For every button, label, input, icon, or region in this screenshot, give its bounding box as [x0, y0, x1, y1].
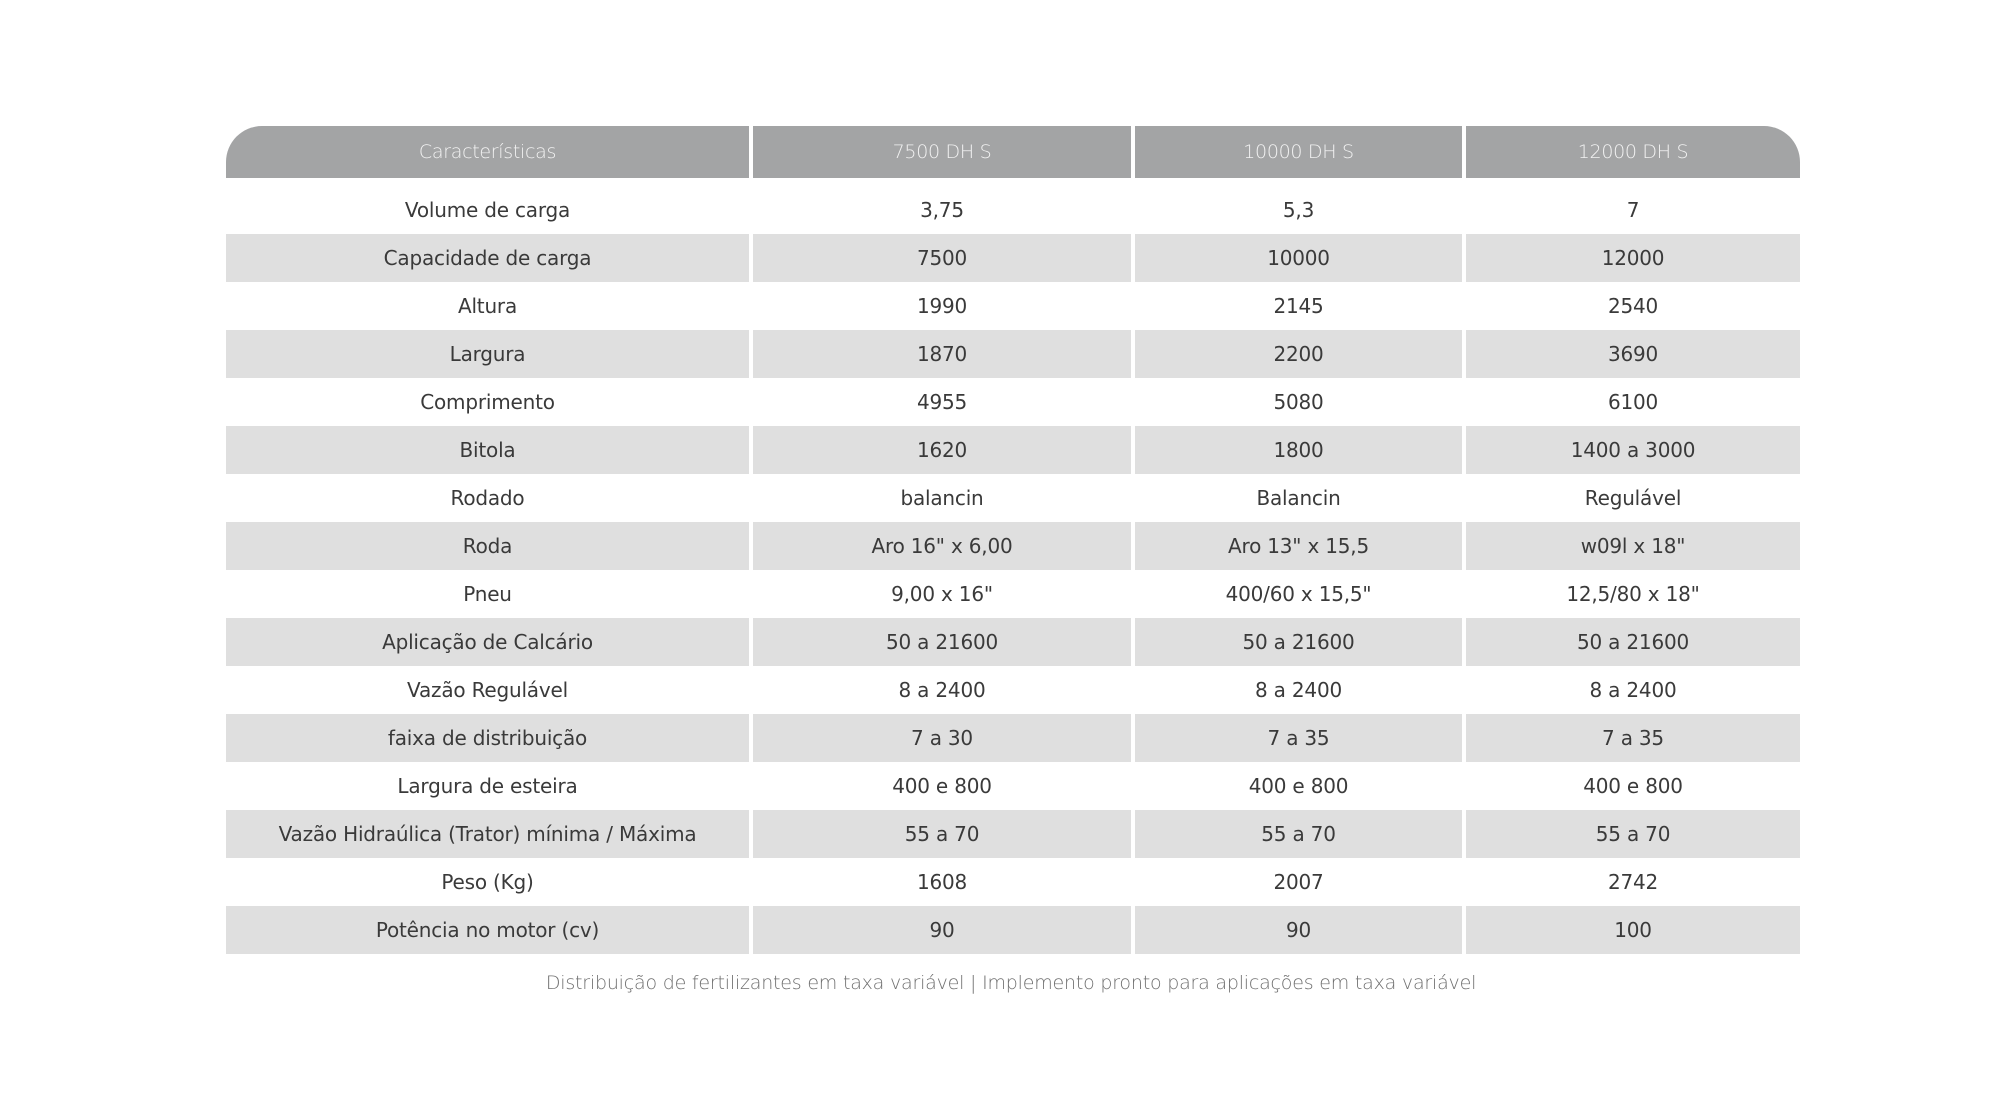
- row-value: 7 a 30: [753, 714, 1131, 762]
- row-label: Largura de esteira: [397, 774, 578, 798]
- header-cell-10000: 10000 DH S: [1135, 126, 1462, 178]
- row-value: 10000: [1135, 234, 1462, 282]
- row-value: 400 e 800: [892, 774, 992, 798]
- row-label: Aplicação de Calcário: [226, 618, 749, 666]
- row-value: 3,75: [920, 198, 964, 222]
- row-value: 90: [753, 906, 1131, 954]
- row-value: 100: [1466, 906, 1800, 954]
- row-label: faixa de distribuição: [226, 714, 749, 762]
- row-value: 55 a 70: [1466, 810, 1800, 858]
- row-value: 7 a 35: [1135, 714, 1462, 762]
- row-value: 7500: [753, 234, 1131, 282]
- row-value: 6100: [1607, 390, 1659, 414]
- row-value: 50 a 21600: [1135, 618, 1462, 666]
- row-label: Roda: [226, 522, 749, 570]
- table-row: [226, 330, 1796, 378]
- row-label: Altura: [457, 294, 518, 318]
- table-row: [226, 906, 1796, 954]
- row-label: Bitola: [226, 426, 749, 474]
- row-value: 400 e 800: [1583, 774, 1683, 798]
- row-value: 2540: [1607, 294, 1659, 318]
- row-value: Aro 16" x 6,00: [753, 522, 1131, 570]
- row-value: 4955: [916, 390, 968, 414]
- row-label: Capacidade de carga: [226, 234, 749, 282]
- table-header: [226, 126, 1796, 178]
- row-value: 1608: [916, 870, 968, 894]
- row-value: 5080: [1273, 390, 1324, 414]
- table-row: [226, 474, 1796, 522]
- row-value: 55 a 70: [753, 810, 1131, 858]
- row-label: Potência no motor (cv): [226, 906, 749, 954]
- row-label: Rodado: [450, 486, 525, 510]
- row-value: 7 a 35: [1466, 714, 1800, 762]
- row-value: 400 e 800: [1248, 774, 1349, 798]
- row-value: 2200: [1135, 330, 1462, 378]
- row-label: Vazão Hidraúlica (Trator) mínima / Máxima: [226, 810, 749, 858]
- table-row: [226, 666, 1796, 714]
- header-cell-12000: 12000 DH S: [1466, 126, 1800, 178]
- row-value: 1870: [753, 330, 1131, 378]
- row-value: 8 a 2400: [898, 678, 986, 702]
- row-value: 8 a 2400: [1255, 678, 1342, 702]
- table-row: [226, 762, 1796, 810]
- table-row: [226, 522, 1796, 570]
- table-row: [226, 378, 1796, 426]
- row-value: 55 a 70: [1135, 810, 1462, 858]
- table-row: [226, 186, 1796, 234]
- row-label: Vazão Regulável: [407, 678, 568, 702]
- table-row: [226, 858, 1796, 906]
- row-label: Peso (Kg): [441, 870, 534, 894]
- row-label: Pneu: [463, 582, 512, 606]
- row-value: Balancin: [1256, 486, 1341, 510]
- row-value: 1400 a 3000: [1466, 426, 1800, 474]
- row-value: 5,3: [1282, 198, 1315, 222]
- table-row: [226, 810, 1796, 858]
- row-value: 90: [1135, 906, 1462, 954]
- row-value: 400/60 x 15,5": [1225, 582, 1372, 606]
- table-row: [226, 426, 1796, 474]
- table-row: [226, 234, 1796, 282]
- row-value: 50 a 21600: [753, 618, 1131, 666]
- row-value: balancin: [900, 486, 984, 510]
- row-value: w09l x 18": [1466, 522, 1800, 570]
- table-row: [226, 618, 1796, 666]
- row-value: Aro 13" x 15,5: [1135, 522, 1462, 570]
- row-value: 1990: [916, 294, 968, 318]
- table-body: [226, 186, 1796, 954]
- row-value: 2145: [1273, 294, 1324, 318]
- table-row: [226, 570, 1796, 618]
- row-value: 12000: [1466, 234, 1800, 282]
- row-value: 9,00 x 16": [891, 582, 993, 606]
- row-label: Largura: [226, 330, 749, 378]
- row-value: 8 a 2400: [1589, 678, 1677, 702]
- row-value: 7: [1626, 198, 1640, 222]
- row-value: Regulável: [1584, 486, 1682, 510]
- row-value: 50 a 21600: [1466, 618, 1800, 666]
- table-row: [226, 714, 1796, 762]
- row-value: 12,5/80 x 18": [1566, 582, 1700, 606]
- table-row: [226, 282, 1796, 330]
- row-value: 2007: [1273, 870, 1324, 894]
- row-label: Volume de carga: [404, 198, 571, 222]
- spec-table: [226, 126, 1796, 954]
- row-value: 1620: [753, 426, 1131, 474]
- row-value: 2742: [1607, 870, 1659, 894]
- row-label: Comprimento: [420, 390, 555, 414]
- table-caption: Distribuição de fertilizantes em taxa variável | Implemento pronto para aplicações em taxa variável: [545, 972, 1477, 994]
- header-cell-7500: 7500 DH S: [753, 126, 1131, 178]
- row-value: 1800: [1135, 426, 1462, 474]
- header-cell-features: Características: [226, 126, 749, 178]
- row-value: 3690: [1466, 330, 1800, 378]
